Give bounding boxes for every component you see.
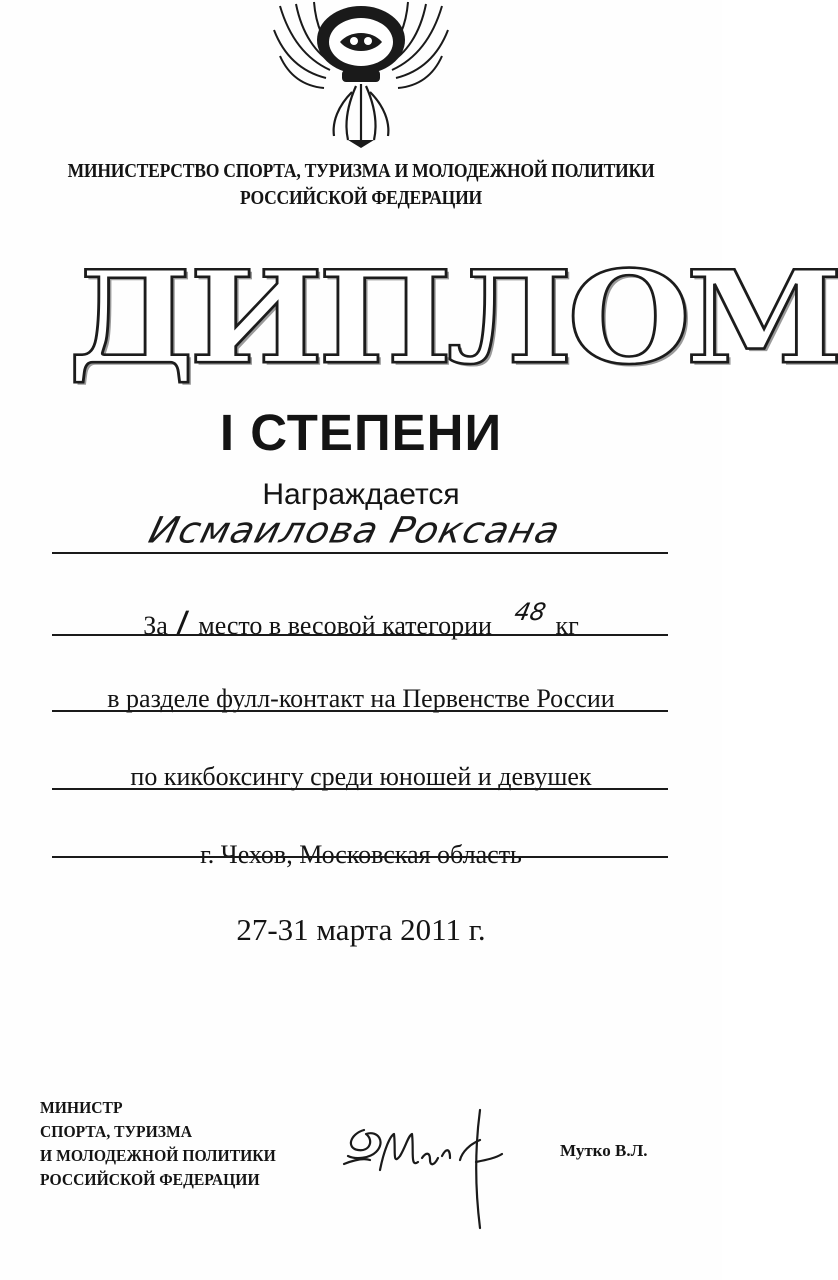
award-line-2: в разделе фулл-контакт на Первенстве России — [107, 684, 615, 713]
minister-title-line-3: И МОЛОДЕЖНОЙ ПОЛИТИКИ — [40, 1146, 276, 1165]
diploma-title: ДИПЛОМ — [68, 243, 838, 393]
award-line-1-rule — [52, 634, 668, 636]
award-line-2-rule — [52, 710, 668, 712]
weight-value: 48 — [512, 598, 549, 626]
ministry-heading — [43, 158, 678, 212]
minister-title-line-4: РОССИЙСКОЙ ФЕДЕРАЦИИ — [40, 1170, 260, 1189]
minister-name: Мутко В.Л. — [560, 1141, 648, 1160]
award-line-3: по кикбоксингу среди юношей и девушек — [130, 762, 592, 791]
weight-unit: кг — [555, 611, 579, 640]
award-line-3-rule — [52, 788, 668, 790]
award-line-4: г. Чехов, Московская область — [200, 840, 522, 869]
award-line-1 — [0, 598, 722, 642]
minister-title-line-1: МИНИСТР — [40, 1098, 123, 1117]
award-line-1-middle: место в весовой категории — [198, 611, 492, 640]
award-line-4-rule — [52, 856, 668, 858]
ministry-line-2: РОССИЙСКОЙ ФЕДЕРАЦИИ — [240, 187, 482, 209]
recipient-line — [52, 552, 668, 554]
place-value: I — [174, 604, 192, 642]
degree-label: I СТЕПЕНИ — [219, 404, 503, 461]
award-line-1-prefix: За — [143, 611, 168, 640]
event-date: 27-31 марта 2011 г. — [236, 912, 486, 947]
minister-title — [40, 1096, 307, 1192]
recipient-name: Исмаилова Роксана — [144, 509, 565, 551]
eagle-emblem-icon — [268, 0, 454, 150]
awarded-label: Награждается — [262, 478, 460, 511]
signature-icon — [330, 1100, 520, 1235]
minister-title-line-2: СПОРТА, ТУРИЗМА — [40, 1122, 193, 1141]
ministry-line-1: МИНИСТЕРСТВО СПОРТА, ТУРИЗМА И МОЛОДЕЖНОЙ ПОЛИТИКИ — [67, 160, 655, 182]
